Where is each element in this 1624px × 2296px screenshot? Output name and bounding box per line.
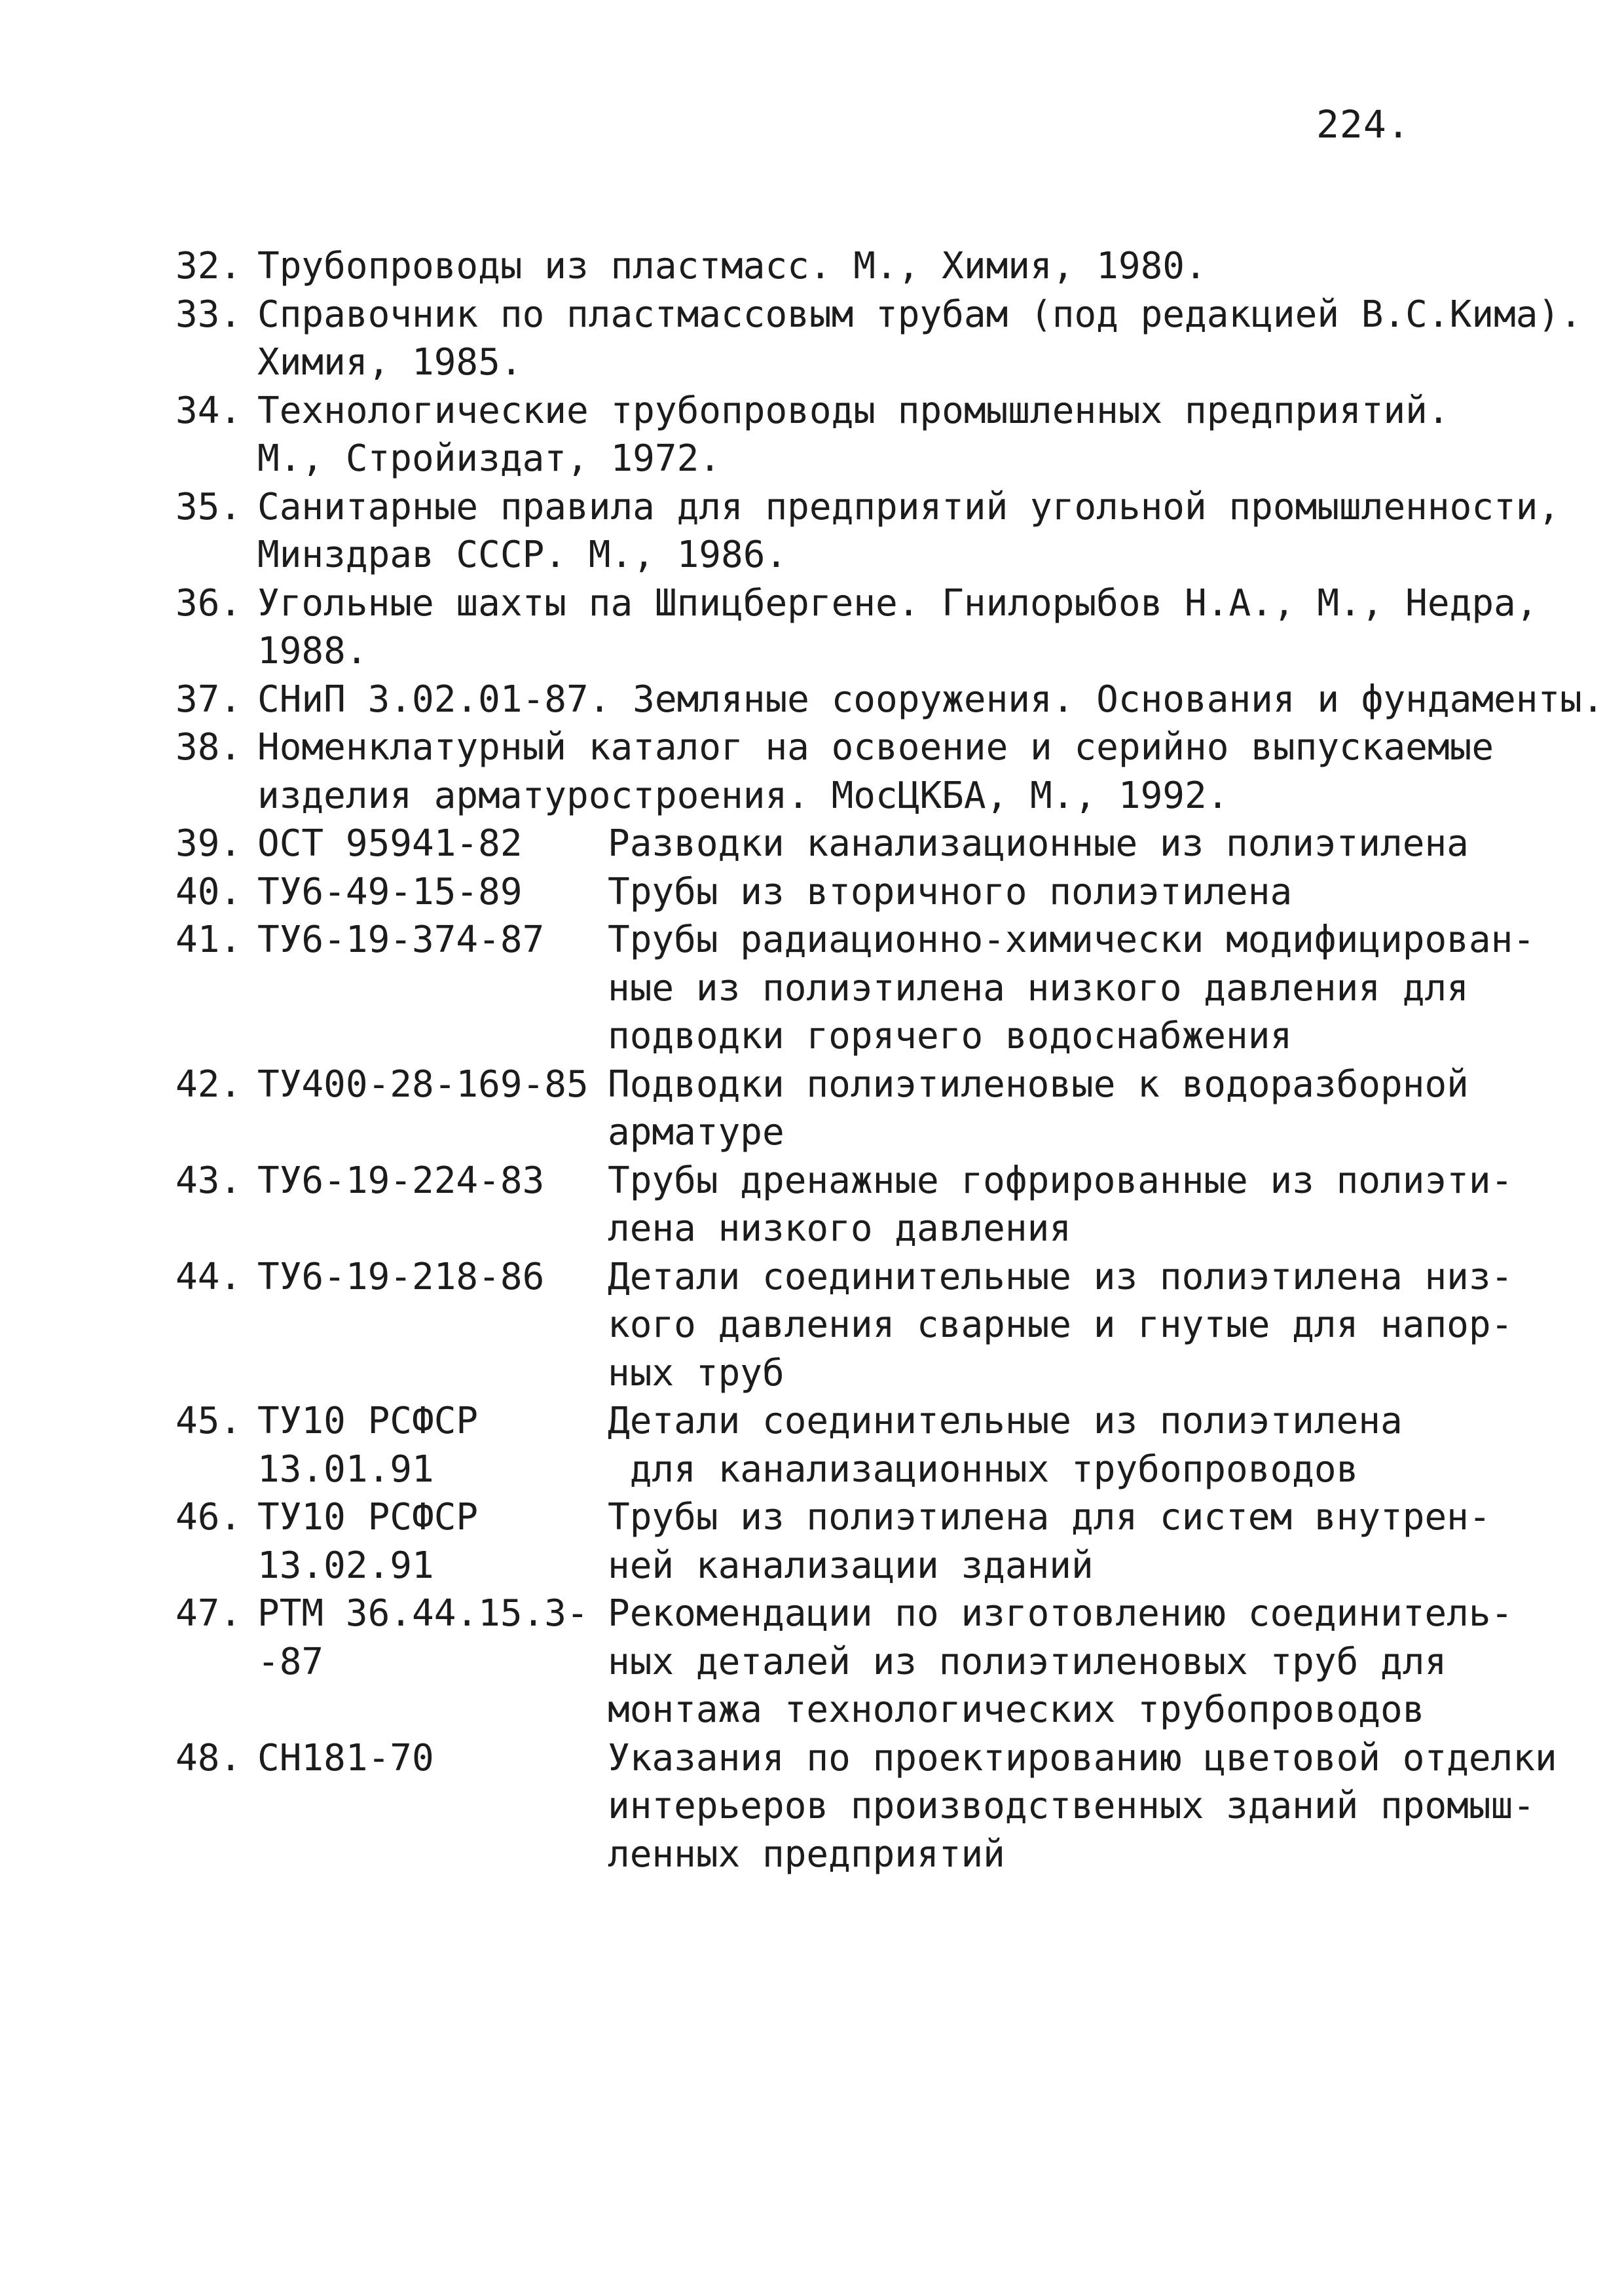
- standard-item: [175, 1397, 1557, 1493]
- reference-line: изделия арматуростроения. МосЦКБА, М., 1992.: [257, 774, 1229, 817]
- standard-description: [608, 1590, 1557, 1734]
- standard-description-line: ные из полиэтилена низкого давления для: [608, 966, 1469, 1010]
- reference-list: [175, 242, 1604, 1878]
- reference-line: Минздрав СССР. М., 1986.: [257, 534, 788, 576]
- standard-code-line: ТУ6-19-374-87: [257, 919, 545, 961]
- standard-code-line: ОСТ 95941-82: [257, 822, 523, 865]
- standard-description-line: Трубы дренажные гофрированные из полиэти-: [608, 1159, 1513, 1202]
- standard-description-line: Рекомендации по изготовлению соединитель-: [608, 1592, 1513, 1635]
- standard-code: [257, 868, 608, 917]
- standard-code-line: ТУ6-19-218-86: [257, 1255, 545, 1298]
- reference-number: 34.: [175, 389, 242, 432]
- standard-code: [257, 1590, 608, 1686]
- reference-line: Санитарные правила для предприятий угольной промышленности,: [257, 485, 1560, 528]
- standard-number: 39.: [175, 822, 242, 865]
- reference-number: 35.: [175, 485, 242, 528]
- reference-text: [257, 723, 1557, 820]
- reference-number: 38.: [175, 726, 242, 769]
- standard-description-line: Подводки полиэтиленовые к водоразборной: [608, 1063, 1469, 1106]
- standard-description-line: для канализационных трубопроводов: [608, 1448, 1359, 1491]
- standard-item: [175, 1734, 1557, 1879]
- reference-line: Трубопроводы из пластмасс. М., Химия, 1980.: [257, 245, 1207, 287]
- standard-code: [257, 1157, 608, 1205]
- reference-line: Угольные шахты па Шпицбергене. Гнилорыбов Н.А., М., Недра,: [257, 581, 1538, 625]
- reference-line: Справочник по пластмассовым трубам (под редакцией В.С.Кима).: [257, 293, 1582, 336]
- reference-text: [257, 387, 1557, 483]
- standard-description: [608, 1493, 1557, 1590]
- reference-item: [175, 676, 1604, 724]
- standard-description: [608, 1061, 1557, 1157]
- standard-number: 41.: [175, 919, 242, 961]
- standard-code: [257, 1253, 608, 1302]
- standard-description-line: Детали соединительные из полиэтилена низ-: [608, 1255, 1513, 1298]
- standard-description-line: Указания по проектированию цветовой отделки: [608, 1736, 1557, 1779]
- standard-number: 40.: [175, 870, 242, 913]
- reference-line: М., Стройиздат, 1972.: [257, 437, 722, 480]
- reference-text: [257, 242, 1557, 291]
- reference-item: [175, 723, 1557, 820]
- reference-text: [257, 579, 1557, 676]
- standard-code-line: 13.02.91: [257, 1544, 434, 1587]
- standard-number: 46.: [175, 1496, 242, 1539]
- reference-item: [175, 291, 1582, 387]
- standard-description-line: Разводки канализационные из полиэтилена: [608, 822, 1469, 865]
- standard-description: [608, 1253, 1557, 1398]
- standard-code-line: -87: [257, 1640, 324, 1683]
- standard-item: [175, 1590, 1557, 1734]
- reference-line: 1988.: [257, 630, 368, 672]
- standard-number: 43.: [175, 1159, 242, 1202]
- standard-code: [257, 1397, 608, 1493]
- reference-text: [257, 291, 1582, 387]
- standard-code: [257, 1734, 608, 1783]
- page-number: 224.: [1316, 102, 1411, 147]
- reference-number: 33.: [175, 293, 242, 336]
- reference-text: [257, 483, 1560, 579]
- standard-code-line: ТУ6-19-224-83: [257, 1159, 545, 1202]
- standard-description-line: интерьеров производственных зданий промыш-: [608, 1785, 1536, 1827]
- standard-number: 42.: [175, 1063, 242, 1106]
- standard-code-line: ТУ10 РСФСР: [257, 1496, 479, 1539]
- standard-code-line: РТМ 36.44.15.3-: [257, 1592, 589, 1635]
- standard-number: 47.: [175, 1592, 242, 1635]
- standard-code: [257, 820, 608, 868]
- standard-description: [608, 1734, 1557, 1879]
- reference-line: Номенклатурный каталог на освоение и серийно выпускаемые: [257, 726, 1494, 769]
- reference-item: [175, 242, 1557, 291]
- standard-item: [175, 868, 1557, 917]
- standard-description-line: Детали соединительные из полиэтилена: [608, 1400, 1403, 1442]
- reference-item: [175, 579, 1557, 676]
- standard-item: [175, 1253, 1557, 1398]
- standard-item: [175, 1157, 1557, 1253]
- standard-code-line: ТУ400-28-169-85: [257, 1063, 589, 1106]
- standard-description-line: Трубы из полиэтилена для систем внутрен-: [608, 1496, 1491, 1539]
- reference-number: 32.: [175, 245, 242, 287]
- standard-code-line: СН181-70: [257, 1736, 434, 1779]
- standard-description-line: ных труб: [608, 1351, 784, 1394]
- standard-description: [608, 868, 1557, 917]
- standard-description-line: Трубы радиационно-химически модифицирован-: [608, 919, 1536, 961]
- standard-description-line: подводки горячего водоснабжения: [608, 1015, 1293, 1057]
- standard-description: [608, 1157, 1557, 1253]
- standard-code: [257, 916, 608, 964]
- reference-line: СНиП 3.02.01-87. Земляные сооружения. Основания и фундаменты.: [257, 678, 1604, 721]
- standard-number: 48.: [175, 1736, 242, 1779]
- reference-line: Химия, 1985.: [257, 341, 523, 384]
- standard-code-line: ТУ6-49-15-89: [257, 870, 523, 913]
- standard-description-line: лена низкого давления: [608, 1207, 1072, 1250]
- reference-item: [175, 387, 1557, 483]
- standard-code: [257, 1061, 608, 1109]
- reference-number: 36.: [175, 581, 242, 625]
- reference-line: Технологические трубопроводы промышленных предприятий.: [257, 389, 1450, 432]
- standard-code-line: ТУ10 РСФСР: [257, 1400, 479, 1442]
- standard-description-line: монтажа технологических трубопроводов: [608, 1688, 1425, 1731]
- standard-code-line: 13.01.91: [257, 1448, 434, 1491]
- standard-item: [175, 1493, 1557, 1590]
- standard-description-line: арматуре: [608, 1111, 784, 1154]
- reference-text: [257, 676, 1604, 724]
- reference-number: 37.: [175, 678, 242, 721]
- standard-description-line: ней канализации зданий: [608, 1544, 1094, 1587]
- standard-description-line: Трубы из вторичного полиэтилена: [608, 870, 1293, 913]
- standard-number: 45.: [175, 1400, 242, 1442]
- standard-code: [257, 1493, 608, 1590]
- standard-description-line: ленных предприятий: [608, 1832, 1005, 1876]
- standard-item: [175, 1061, 1557, 1157]
- reference-item: [175, 483, 1560, 579]
- standard-item: [175, 916, 1557, 1061]
- standard-description: [608, 916, 1557, 1061]
- standard-item: [175, 820, 1557, 868]
- standard-description-line: кого давления сварные и гнутые для напор-: [608, 1303, 1513, 1346]
- standard-description-line: ных деталей из полиэтиленовых труб для: [608, 1640, 1447, 1683]
- standard-description: [608, 1397, 1557, 1493]
- standard-number: 44.: [175, 1255, 242, 1298]
- standard-description: [608, 820, 1557, 868]
